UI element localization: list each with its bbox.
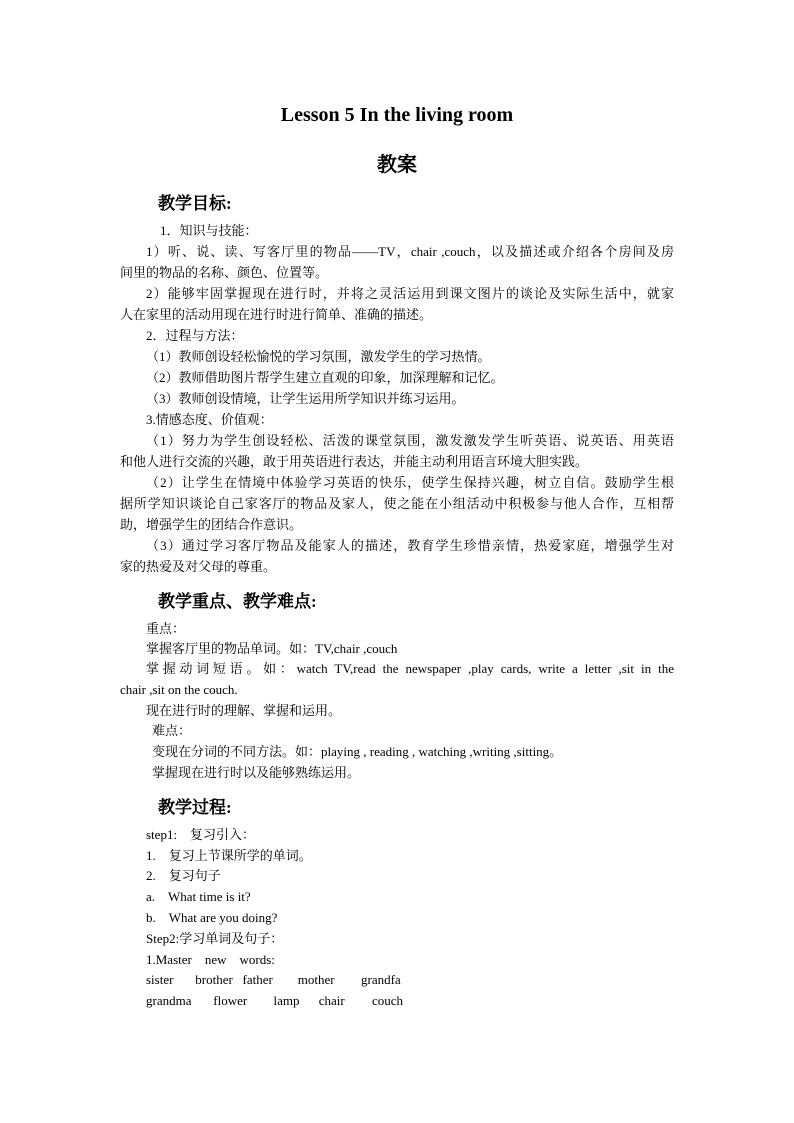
heading-key-points: 教学重点、教学难点: [158, 592, 317, 611]
goals-line: 间里的物品的名称、颜色、位置等。 [120, 265, 329, 280]
document-title: Lesson 5 In the living room [280, 104, 514, 126]
vocabulary-word: chair [318, 993, 345, 1008]
vocabulary-word: brother [195, 972, 233, 987]
vocabulary-row [146, 972, 401, 988]
keypoints-line: 难点： [152, 723, 192, 738]
goals-line: 2．过程与方法： [146, 328, 244, 343]
goals-line: 据所学知识谈论自己家客厅的物品及家人，使之能在小组活动中积极参与他人合作，互相帮 [120, 496, 674, 511]
vocabulary-word: flower [213, 993, 248, 1008]
process-line: 2. 复习句子 [146, 868, 221, 883]
vocabulary-word: grandfa [361, 972, 401, 987]
vocabulary-word: mother [297, 972, 335, 987]
vocabulary-row [146, 993, 403, 1009]
keypoints-line: 掌握动词短语。如：watch TV,read the newspaper ,play cards, write a letter ,sit in the [146, 661, 674, 676]
goals-line: 1）听、说、读、写客厅里的物品——TV，chair ,couch，以及描述或介绍各个房间及房 [146, 244, 674, 259]
keypoints-line: 掌握客厅里的物品单词。如：TV,chair ,couch [146, 641, 398, 656]
goals-line: 助，增强学生的团结合作意识。 [120, 517, 303, 532]
heading-teaching-process: 教学过程: [158, 798, 232, 817]
goals-line: 家的热爱及对父母的尊重。 [120, 559, 277, 574]
keypoints-line: 掌握现在进行时以及能够熟练运用。 [152, 765, 361, 780]
goals-line: （2）让学生在情境中体验学习英语的快乐，使学生保持兴趣，树立自信。鼓励学生根 [146, 475, 674, 490]
process-line: Step2:学习单词及句子： [146, 931, 284, 946]
goals-line: （2）教师借助图片帮学生建立直观的印象，加深理解和记忆。 [146, 370, 504, 385]
process-line: 1. 复习上节课所学的单词。 [146, 848, 312, 863]
goals-line: 和他人进行交流的兴趣，敢于用英语进行表达，并能主动利用语言环境大胆实践。 [120, 454, 589, 469]
process-line: b. What are you doing? [146, 910, 278, 925]
vocabulary-word: grandma [146, 993, 192, 1008]
vocabulary-word: couch [372, 993, 404, 1008]
goals-line: （3）教师创设情境，让学生运用所学知识并练习运用。 [146, 391, 465, 406]
goals-line: 3.情感态度、价值观： [146, 412, 273, 427]
keypoints-line: 变现在分词的不同方法。如：playing , reading , watching ,writing ,sitting。 [152, 744, 563, 759]
process-line: 1.Master new words: [146, 952, 275, 967]
goals-line: 人在家里的活动用现在进行时进行简单、准确的描述。 [120, 307, 433, 322]
process-line: a. What time is it? [146, 889, 251, 904]
vocabulary-word: sister [146, 972, 174, 987]
keypoints-line: 现在进行时的理解、掌握和运用。 [146, 703, 342, 718]
keypoints-line: 重点： [146, 621, 186, 636]
keypoints-line: chair ,sit on the couch. [120, 682, 238, 697]
vocabulary-word: lamp [273, 993, 300, 1008]
goals-line: （1）努力为学生创设轻松、活泼的课堂氛围，激发激发学生听英语、说英语、用英语 [146, 433, 674, 448]
goals-line: 2）能够牢固掌握现在进行时，并将之灵活运用到课文图片的谈论及实际生活中，就家 [146, 286, 674, 301]
goals-line: （3）通过学习客厅物品及能家人的描述，教育学生珍惜亲情，热爱家庭，增强学生对 [146, 538, 674, 553]
document-subtitle: 教案 [377, 154, 417, 176]
goals-line: （1）教师创设轻松愉悦的学习氛围，激发学生的学习热情。 [146, 349, 491, 364]
goals-line: 1．知识与技能： [160, 223, 258, 238]
process-line: step1: 复习引入： [146, 827, 256, 842]
heading-teaching-goals: 教学目标: [158, 194, 232, 213]
vocabulary-word: father [242, 972, 273, 987]
